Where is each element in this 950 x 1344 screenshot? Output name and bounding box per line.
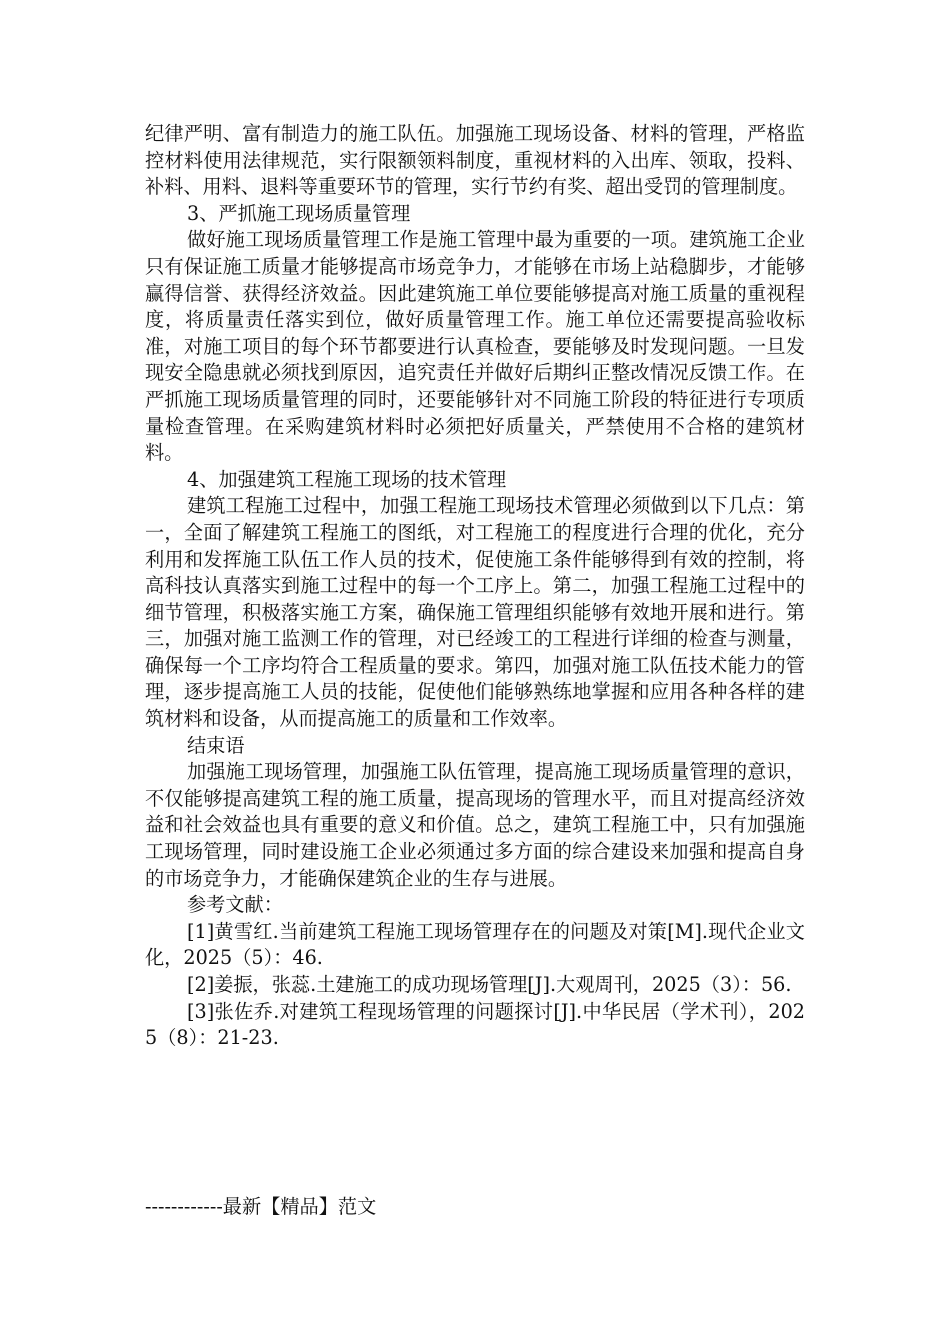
heading-conclusion: 结束语: [187, 733, 245, 757]
paragraph-materials-management: 纪律严明、富有制造力的施工队伍。加强施工现场设备、材料的管理，严格监控材料使用法律规范，实行限额领料制度，重视材料的入出库、领取，投料、补料、用料、退料等重要环节的管理，实行节约有奖、超出受罚的管理制度。: [145, 122, 805, 199]
reference-item-1: [1]黄雪红.当前建筑工程施工现场管理存在的问题及对策[M].现代企业文化，2025（5）：46.: [145, 919, 805, 970]
reference-item-3: [3]张佐乔.对建筑工程现场管理的问题探讨[J].中华民居（学术刊），2025（8）：21-23.: [145, 999, 805, 1050]
footer-caption: ------------最新【精品】范文: [145, 1195, 377, 1218]
paragraph-technical-management: 建筑工程施工过程中，加强工程施工现场技术管理必须做到以下几点：第一，全面了解建筑工程施工的图纸，对工程施工的程度进行合理的优化，充分利用和发挥施工队伍工作人员的技术，促使施工条件能够得到有效的控制，将高科技认真落实到施工过程中的每一个工序上。第二，加强工程施工过程中的细节管理，积极落实施工方案，确保施工管理组织能够有效地开展和进行。第三，加强对施工监测工作的管理，对已经竣工的工程进行详细的检查与测量，确保每一个工序均符合工程质量的要求。第四，加强对施工队伍技术能力的管理，逐步提高施工人员的技能，促使他们能够熟练地掌握和应用各种各样的建筑材料和设备，从而提高施工的质量和工作效率。: [145, 494, 805, 731]
document-body: [145, 121, 805, 1052]
heading-quality-management: 3、严抓施工现场质量管理: [187, 201, 411, 225]
paragraph-conclusion: 加强施工现场管理，加强施工队伍管理，提高施工现场质量管理的意识，不仅能够提高建筑工程的施工质量，提高现场的管理水平，而且对提高经济效益和社会效益也具有重要的意义和价值。总之，建筑工程施工中，只有加强施工现场管理，同时建设施工企业必须通过多方面的综合建设来加强和提高自身的市场竞争力，才能确保建筑企业的生存与进展。: [145, 760, 805, 890]
heading-technical-management: 4、加强建筑工程施工现场的技术管理: [187, 467, 507, 491]
reference-item-2: [2]姜振，张蕊.土建施工的成功现场管理[J].大观周刊，2025（3）：56.: [187, 973, 792, 996]
paragraph-quality-management: 做好施工现场质量管理工作是施工管理中最为重要的一项。建筑施工企业只有保证施工质量才能够提高市场竞争力，才能够在市场上站稳脚步，才能够赢得信誉、获得经济效益。因此建筑施工单位要能够提高对施工质量的重视程度，将质量责任落实到位，做好质量管理工作。施工单位还需要提高验收标准，对施工项目的每个环节都要进行认真检查，要能够及时发现问题。一旦发现安全隐患就必须找到原因，追究责任并做好后期纠正整改情况反馈工作。在严抓施工现场质量管理的同时，还要能够针对不同施工阶段的特征进行专项质量检查管理。在采购建筑材料时必须把好质量关，严禁使用不合格的建筑材料。: [145, 228, 805, 465]
heading-references: 参考文献：: [187, 893, 283, 917]
